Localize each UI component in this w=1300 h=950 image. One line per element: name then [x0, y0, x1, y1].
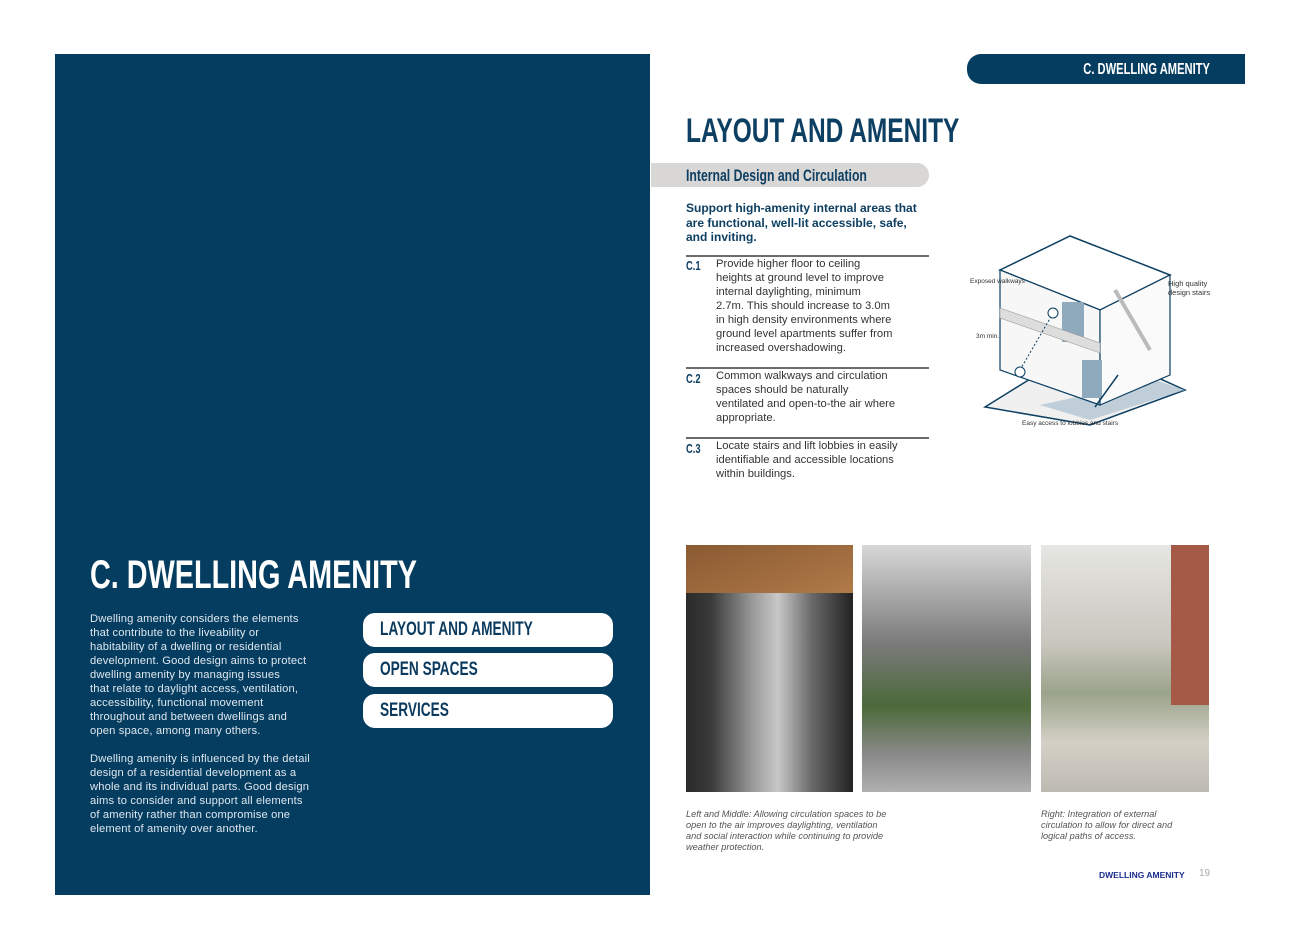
photo-courtyard [862, 545, 1031, 792]
item-text: Common walkways and circulation spaces should be naturally ventilated and open-to-the air where appropriate. [716, 370, 896, 424]
page-title: LAYOUT AND AMENITY [686, 112, 960, 150]
caption-left-middle: Left and Middle: Allowing circulation spaces to be open to the air improves daylighting, ventilation and social interaction while continuing to provide weather protection. [686, 809, 887, 852]
footer-section-label: DWELLING AMENITY [1099, 870, 1185, 880]
intro-paragraph-1: Dwelling amenity considers the elements that contribute to the liveability or habitability of a dwelling or residential development. Good design aims to protect dwelling amenity by managing issues that relate to daylight access, ventilation, accessibility, functional movement throughout and between dwellings and open space, among many others. [90, 613, 307, 737]
label-height: 3m min. [976, 333, 1000, 340]
photo-external-circulation [1041, 545, 1209, 792]
brick-building [1171, 545, 1209, 705]
objective-statement: Support high-amenity internal areas that are functional, well-lit accessible, safe, and inviting. [686, 201, 917, 244]
nav-open-spaces[interactable]: OPEN SPACES [363, 653, 613, 687]
label-walkways: Exposed walkways [970, 278, 1025, 285]
eye-icon [1015, 367, 1025, 377]
item-number: C.3 [686, 441, 701, 456]
item-text: Locate stairs and lift lobbies in easily identifiable and accessible locations within buildings. [716, 440, 898, 480]
timber-ceiling [686, 545, 853, 593]
page-number: 19 [1199, 868, 1211, 879]
intro-paragraph-2: Dwelling amenity is influenced by the detail design of a residential development as a whole and its individual parts. Good design aims to consider and support all elements of amenity rather than compromise one element of amenity over another. [90, 753, 310, 835]
caption-right: Right: Integration of external circulation to allow for direct and logical paths of access. [1041, 809, 1173, 841]
lift-lower [1082, 360, 1102, 398]
label-stairs: High quality design stairs [1168, 279, 1211, 297]
subsection-bar: Internal Design and Circulation [651, 163, 929, 187]
building-circulation-diagram [940, 230, 1220, 440]
nav-services[interactable]: SERVICES [363, 694, 613, 728]
item-text: Provide higher floor to ceiling heights at ground level to improve internal daylighting, minimum 2.7m. This should increase to 3.0m in high density environments where ground level apartments suffer from increased overshadowing. [716, 258, 893, 354]
nav-layout-and-amenity[interactable]: LAYOUT AND AMENITY [363, 613, 613, 647]
section-tab: C. DWELLING AMENITY [967, 54, 1245, 84]
item-number: C.1 [686, 258, 701, 273]
chapter-title: C. DWELLING AMENITY [90, 553, 417, 597]
photo-walkway [686, 545, 853, 792]
eye-icon [1048, 308, 1058, 318]
item-number: C.2 [686, 371, 701, 386]
label-access: Easy access to lobbies and stairs [1022, 420, 1119, 427]
